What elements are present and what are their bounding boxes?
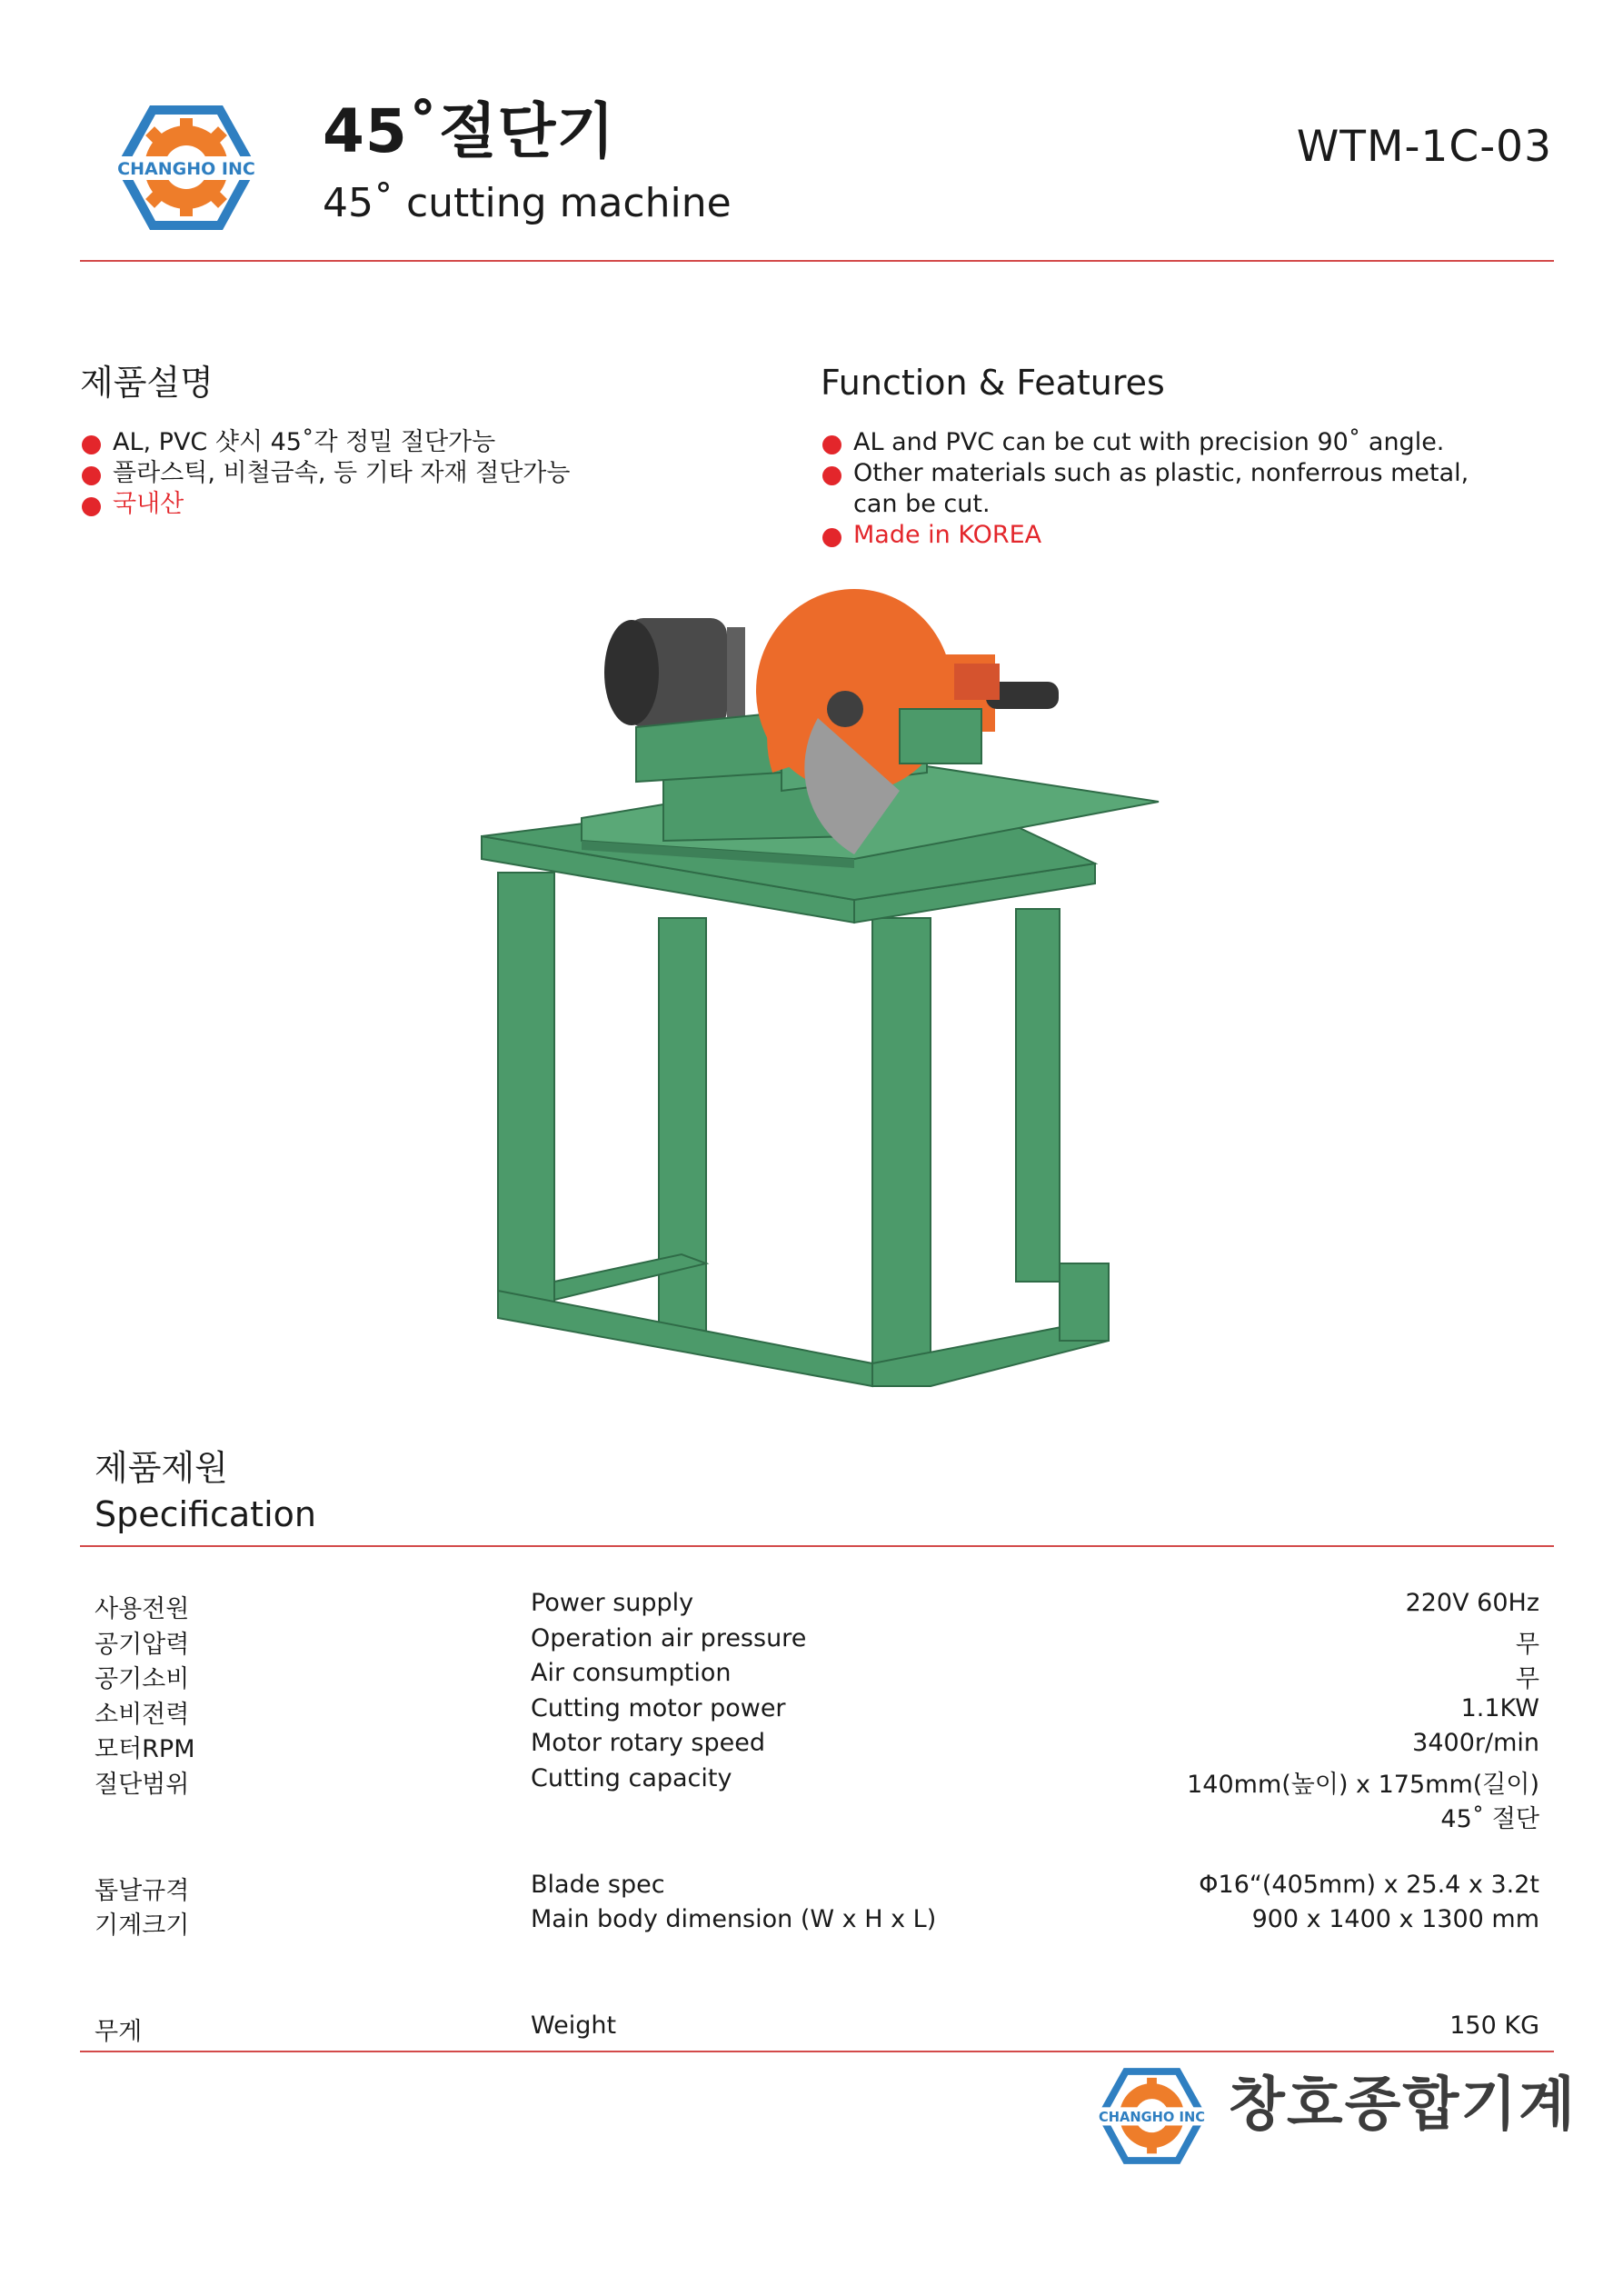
spec-value: Φ16“(405mm) x 25.4 x 3.2t <box>1199 1870 1539 1899</box>
spec-label-english: Operation air pressure <box>531 1623 807 1652</box>
spec-row <box>95 1694 1539 1730</box>
description-heading-english: Function & Features <box>821 363 1165 403</box>
model-number: WTM-1C-03 <box>1296 122 1552 172</box>
spec-row <box>95 1729 1539 1764</box>
spec-label-english: Cutting capacity <box>531 1763 732 1792</box>
spec-label-korean: 사용전원 <box>95 1595 190 1623</box>
changho-logo <box>114 102 259 234</box>
spec-label-english: Main body dimension (W x H x L) <box>531 1905 937 1933</box>
spec-row <box>95 1905 1539 1941</box>
spec-label-english: Blade spec <box>531 1870 665 1899</box>
spec-value: 3400r/min <box>1412 1729 1539 1757</box>
spec-label-korean: 무게 <box>95 2017 143 2046</box>
description-item-origin: 국내산 <box>80 489 716 520</box>
spec-row <box>95 1659 1539 1694</box>
spec-value: 45˚ 절단 <box>1440 1805 1539 1833</box>
description-item: Other materials such as plastic, nonferrous metal, can be cut. <box>821 458 1475 520</box>
spec-value: 150 KG <box>1449 2011 1539 2040</box>
product-title-english: 45˚ cutting machine <box>323 180 732 226</box>
description-list-english <box>821 427 1475 551</box>
spec-label-korean: 소비전력 <box>95 1700 190 1729</box>
company-name: 창호종합기계 <box>1229 2071 1577 2139</box>
description-list-korean <box>80 427 716 520</box>
spec-row <box>95 1589 1539 1624</box>
description-item: AL and PVC can be cut with precision 90˚ angle. <box>821 427 1475 458</box>
spec-label-english: Motor rotary speed <box>531 1729 765 1757</box>
spec-label-english: Power supply <box>531 1589 694 1617</box>
spec-label-english: Weight <box>531 2011 617 2040</box>
spec-label-korean: 톱날규격 <box>95 1876 190 1905</box>
spec-value: 무 <box>1515 1630 1539 1659</box>
spec-value: 900 x 1400 x 1300 mm <box>1251 1905 1539 1933</box>
description-item: 플라스틱, 비철금속, 등 기타 자재 절단가능 <box>80 458 716 489</box>
spec-label-english: Air consumption <box>531 1659 732 1687</box>
spec-label-korean: 공기압력 <box>95 1630 190 1659</box>
spec-row <box>95 1799 1539 1834</box>
spec-label-korean: 모터RPM <box>95 1735 195 1763</box>
description-item-origin: Made in KOREA <box>821 520 1475 551</box>
spec-value: 220V 60Hz <box>1405 1589 1539 1617</box>
spec-row <box>95 2011 1539 2047</box>
changho-footer-logo <box>1095 2065 1209 2167</box>
specification-heading-english: Specification <box>95 1494 316 1534</box>
product-title-korean: 45˚절단기 <box>323 96 616 166</box>
spec-value: 무 <box>1515 1665 1539 1693</box>
spec-row <box>95 1871 1539 1906</box>
cutting-machine-photo <box>473 564 1181 1427</box>
spec-value: 140mm(높이) x 175mm(길이) <box>1187 1770 1539 1799</box>
spec-table <box>95 1589 1539 2046</box>
spec-row <box>95 1624 1539 1660</box>
spec-label-korean: 기계크기 <box>95 1912 190 1940</box>
logo-text: CHANGHO INC <box>117 159 255 179</box>
spec-top-divider <box>80 1545 1554 1547</box>
spec-value: 1.1KW <box>1460 1693 1539 1722</box>
specification-heading <box>95 1445 316 1538</box>
specification-heading-korean: 제품제원 <box>95 1448 228 1488</box>
spec-label-korean: 공기소비 <box>95 1665 190 1693</box>
spec-row <box>95 1764 1539 1800</box>
footer-logo-text: CHANGHO INC <box>1099 2109 1205 2125</box>
spec-bottom-divider <box>80 2051 1554 2052</box>
description-heading-korean: 제품설명 <box>80 363 214 403</box>
spec-label-english: Cutting motor power <box>531 1693 786 1722</box>
header-divider <box>80 260 1554 262</box>
description-item: AL, PVC 샷시 45˚각 정밀 절단가능 <box>80 427 716 458</box>
spec-label-korean: 절단범위 <box>95 1770 190 1799</box>
